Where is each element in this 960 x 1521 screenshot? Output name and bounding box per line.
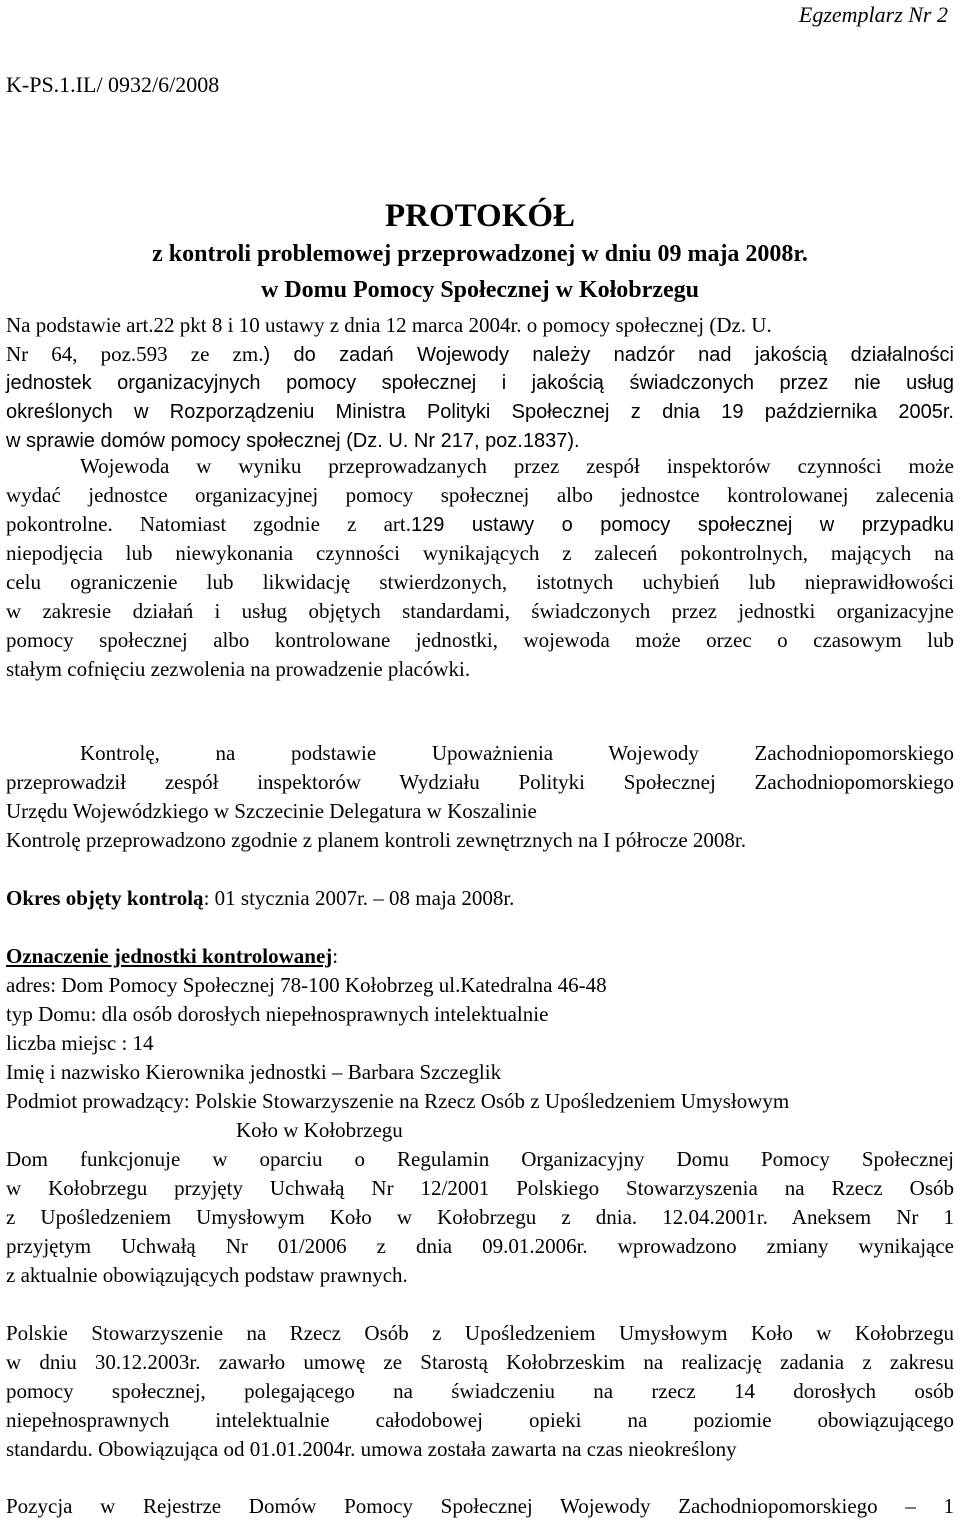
control-line-2: przeprowadził zespół inspektorów Wydziału Polityki Społecznej Zachodniopomorskiego (6, 770, 954, 794)
unit-heading (6, 942, 338, 971)
powers-line-4: niepodjęcia lub niewykonania czynności wynikających z zaleceń pokontrolnych, mających na (6, 541, 954, 565)
control-line-3: Urzędu Wojewódzkiego w Szczecinie Delegatura w Koszalinie (6, 799, 537, 823)
document-reference: K-PS.1.IL/ 0932/6/2008 (6, 72, 220, 97)
powers-line-5: celu ograniczenie lub likwidację stwierdzonych, istotnych uchybień lub nieprawidłowości (6, 570, 954, 594)
intro-line-2-serif: Nr 64, poz.593 ze zm. (6, 342, 264, 366)
agreement-line-5: standardu. Obowiązująca od 01.01.2004r. umowa została zawarta na czas nieokreślony (6, 1437, 737, 1461)
intro-line-5: w sprawie domów pomocy społecznej (Dz. U. Nr 217, poz.1837). (6, 430, 580, 452)
regulation-line-3: z Upośledzeniem Umysłowym Koło w Kołobrzegu z dnia. 12.04.2001r. Aneksem Nr 1 (6, 1205, 954, 1229)
intro-line-2 (6, 340, 954, 370)
regulation-line-1: Dom funkcjonuje w oparciu o Regulamin Organizacyjny Domu Pomocy Społecznej (6, 1147, 954, 1171)
unit-label-colon: : (332, 944, 339, 968)
intro-line-3: jednostek organizacyjnych pomocy społecznej i jakością świadczonych przez nie usług (6, 372, 954, 394)
powers-line-7: pomocy społecznej albo kontrolowane jednostki, wojewoda może orzec o czasowym lub (6, 628, 954, 652)
unit-places: liczba miejsc : 14 (6, 1031, 154, 1055)
intro-line-4: określonych w Rozporządzeniu Ministra Polityki Społecznej z dnia 19 października 2005r. (6, 401, 954, 423)
regulation-line-5: z aktualnie obowiązujących podstaw prawnych. (6, 1263, 408, 1287)
document-title: PROTOKÓŁ (384, 198, 576, 234)
powers-line-8: stałym cofnięciu zezwolenia na prowadzenie placówki. (6, 657, 471, 681)
unit-address: adres: Dom Pomocy Społecznej 78-100 Kołobrzeg ul.Katedralna 46-48 (6, 973, 607, 997)
agreement-line-1: Polskie Stowarzyszenie na Rzecz Osób z Upośledzeniem Umysłowym Koło w Kołobrzegu (6, 1321, 954, 1345)
register-position: Pozycja w Rejestrze Domów Pomocy Społecznej Wojewody Zachodniopomorskiego – 1 (6, 1494, 954, 1518)
unit-label: Oznaczenie jednostki kontrolowanej (6, 944, 333, 968)
powers-line-6: w zakresie działań i usług objętych standardami, świadczonych przez jednostki organizacyjne (6, 599, 954, 623)
intro-line-1: Na podstawie art.22 pkt 8 i 10 ustawy z dnia 12 marca 2004r. o pomocy społecznej (Dz. U. (6, 313, 772, 337)
intro-line-2-sans: ) do zadań Wojewody należy nadzór nad jakością działalności (263, 344, 955, 366)
document-subtitle: z kontroli problemowej przeprowadzonej w dniu 09 maja 2008r. (152, 241, 808, 267)
powers-line-3a: pokontrolne. Natomiast zgodnie z art. (6, 512, 412, 536)
powers-line-2: wydać jednostce organizacyjnej pomocy społecznej albo jednostce kontrolowanej zalecenia (6, 483, 954, 507)
powers-line-1: Wojewoda w wyniku przeprowadzanych przez zespół inspektorów czynności może (80, 454, 954, 478)
agreement-line-2: w dniu 30.12.2003r. zawarło umowę ze Starostą Kołobrzeskim na realizację zadania z zakresu (6, 1350, 954, 1374)
control-line-4: Kontrolę przeprowadzono zgodnie z planem kontroli zewnętrznych na I półrocze 2008r. (6, 828, 746, 852)
regulation-line-2: w Kołobrzegu przyjęty Uchwałą Nr 12/2001 Polskiego Stowarzyszenia na Rzecz Osób (6, 1176, 954, 1200)
period-line (6, 884, 514, 913)
title-block (0, 196, 960, 308)
period-value: : 01 stycznia 2007r. – 08 maja 2008r. (203, 886, 515, 910)
agreement-line-4: niepełnosprawnych intelektualnie całodobowej opieki na poziomie obowiązującego (6, 1408, 954, 1432)
powers-line-3b: 129 ustawy o pomocy społecznej w przypadku (411, 514, 954, 536)
document-subtitle-place: w Domu Pomocy Społecznej w Kołobrzegu (261, 277, 699, 303)
copy-number: Egzemplarz Nr 2 (798, 2, 948, 27)
powers-line-3 (6, 510, 954, 540)
unit-type: typ Domu: dla osób dorosłych niepełnosprawnych intelektualnie (6, 1002, 549, 1026)
unit-director: Imię i nazwisko Kierownika jednostki – Barbara Szczeglik (6, 1060, 502, 1084)
unit-operator: Podmiot prowadzący: Polskie Stowarzyszenie na Rzecz Osób z Upośledzeniem Umysłowym (6, 1089, 790, 1113)
agreement-line-3: pomocy społecznej, polegającego na świadczeniu na rzecz 14 dorosłych osób (6, 1379, 954, 1403)
control-line-1: Kontrolę, na podstawie Upoważnienia Wojewody Zachodniopomorskiego (80, 741, 954, 765)
regulation-line-4: przyjętym Uchwałą Nr 01/2006 z dnia 09.01.2006r. wprowadzono zmiany wynikające (6, 1234, 954, 1258)
unit-operator-branch: Koło w Kołobrzegu (236, 1118, 403, 1142)
period-label: Okres objęty kontrolą (6, 886, 204, 910)
